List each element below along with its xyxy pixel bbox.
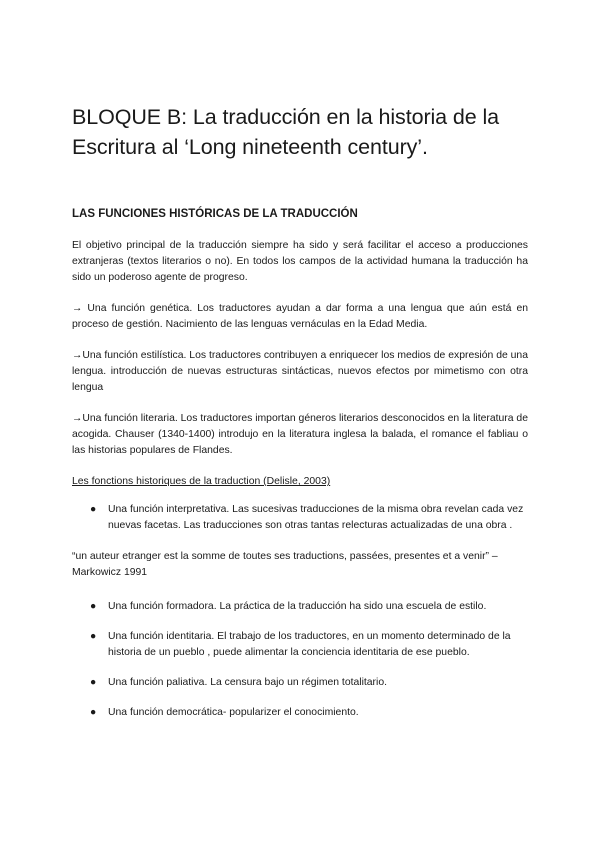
list-item-text: Una función interpretativa. Las sucesivas traducciones de la misma obra revelan cada vez nuevas facetas. Las traducciones son otras tantas relecturas actualizadas de una obra . (108, 504, 524, 531)
list-item-text: Una función paliativa. La censura bajo un régimen totalitario. (108, 677, 387, 688)
bullet-list-a (72, 502, 528, 534)
section-heading: LAS FUNCIONES HISTÓRICAS DE LA TRADUCCIÓN (72, 208, 358, 220)
delisle-subheading: Les fonctions historiques de la traduction (Delisle, 2003) (72, 476, 331, 487)
document-page (72, 102, 528, 736)
list-item-text: Una función democrática- popularizer el conocimiento. (108, 707, 359, 718)
list-item (72, 599, 528, 615)
list-item-text: Una función identitaria. El trabajo de los traductores, en un momento determinado de la historia de un pueblo , puede alimentar la conciencia identitaria de ese pueblo. (108, 631, 511, 658)
bullet-icon: ● (90, 504, 97, 515)
function-literaria-paragraph: →Una función literaria. Los traductores importan géneros literarios desconocidos en la literatura de acogida. Chauser (1340-1400) introdujo en la literatura inglesa la balada, el romance el fabliau o las historias populares de Flandes. (72, 413, 528, 456)
function-genetica-paragraph: → Una función genética. Los traductores ayudan a dar forma a una lengua que aún está en proceso de gestión. Nacimiento de las lenguas vernáculas en la Edad Media. (72, 303, 528, 330)
list-item (72, 629, 528, 661)
document-title: BLOQUE B: La traducción en la historia de la Escritura al ‘Long nineteenth century’. (72, 105, 500, 159)
function-estilistica-paragraph: →Una función estilística. Los traductores contribuyen a enriquecer los medios de expresión de una lengua. introducción de nuevas estructuras sintácticas, nuevos efectos por mimetismo con otra lengua (72, 350, 528, 393)
markowicz-quote: “un auteur etranger est la somme de toutes ses traductions, passées, presentes et a venir” – Markowicz 1991 (72, 551, 498, 578)
list-item (72, 705, 528, 721)
intro-paragraph: El objetivo principal de la traducción siempre ha sido y será facilitar el acceso a producciones extranjeras (textos literarios o no). En todos los campos de la actividad humana la traducción ha sido un poderoso agente de progreso. (72, 240, 528, 283)
bullet-list-b (72, 599, 528, 721)
bullet-icon: ● (90, 707, 97, 718)
bullet-icon: ● (90, 677, 97, 688)
bullet-icon: ● (90, 631, 97, 642)
list-item (72, 675, 528, 691)
list-item (72, 502, 528, 534)
bullet-icon: ● (90, 601, 97, 612)
list-item-text: Una función formadora. La práctica de la traducción ha sido una escuela de estilo. (108, 601, 487, 612)
